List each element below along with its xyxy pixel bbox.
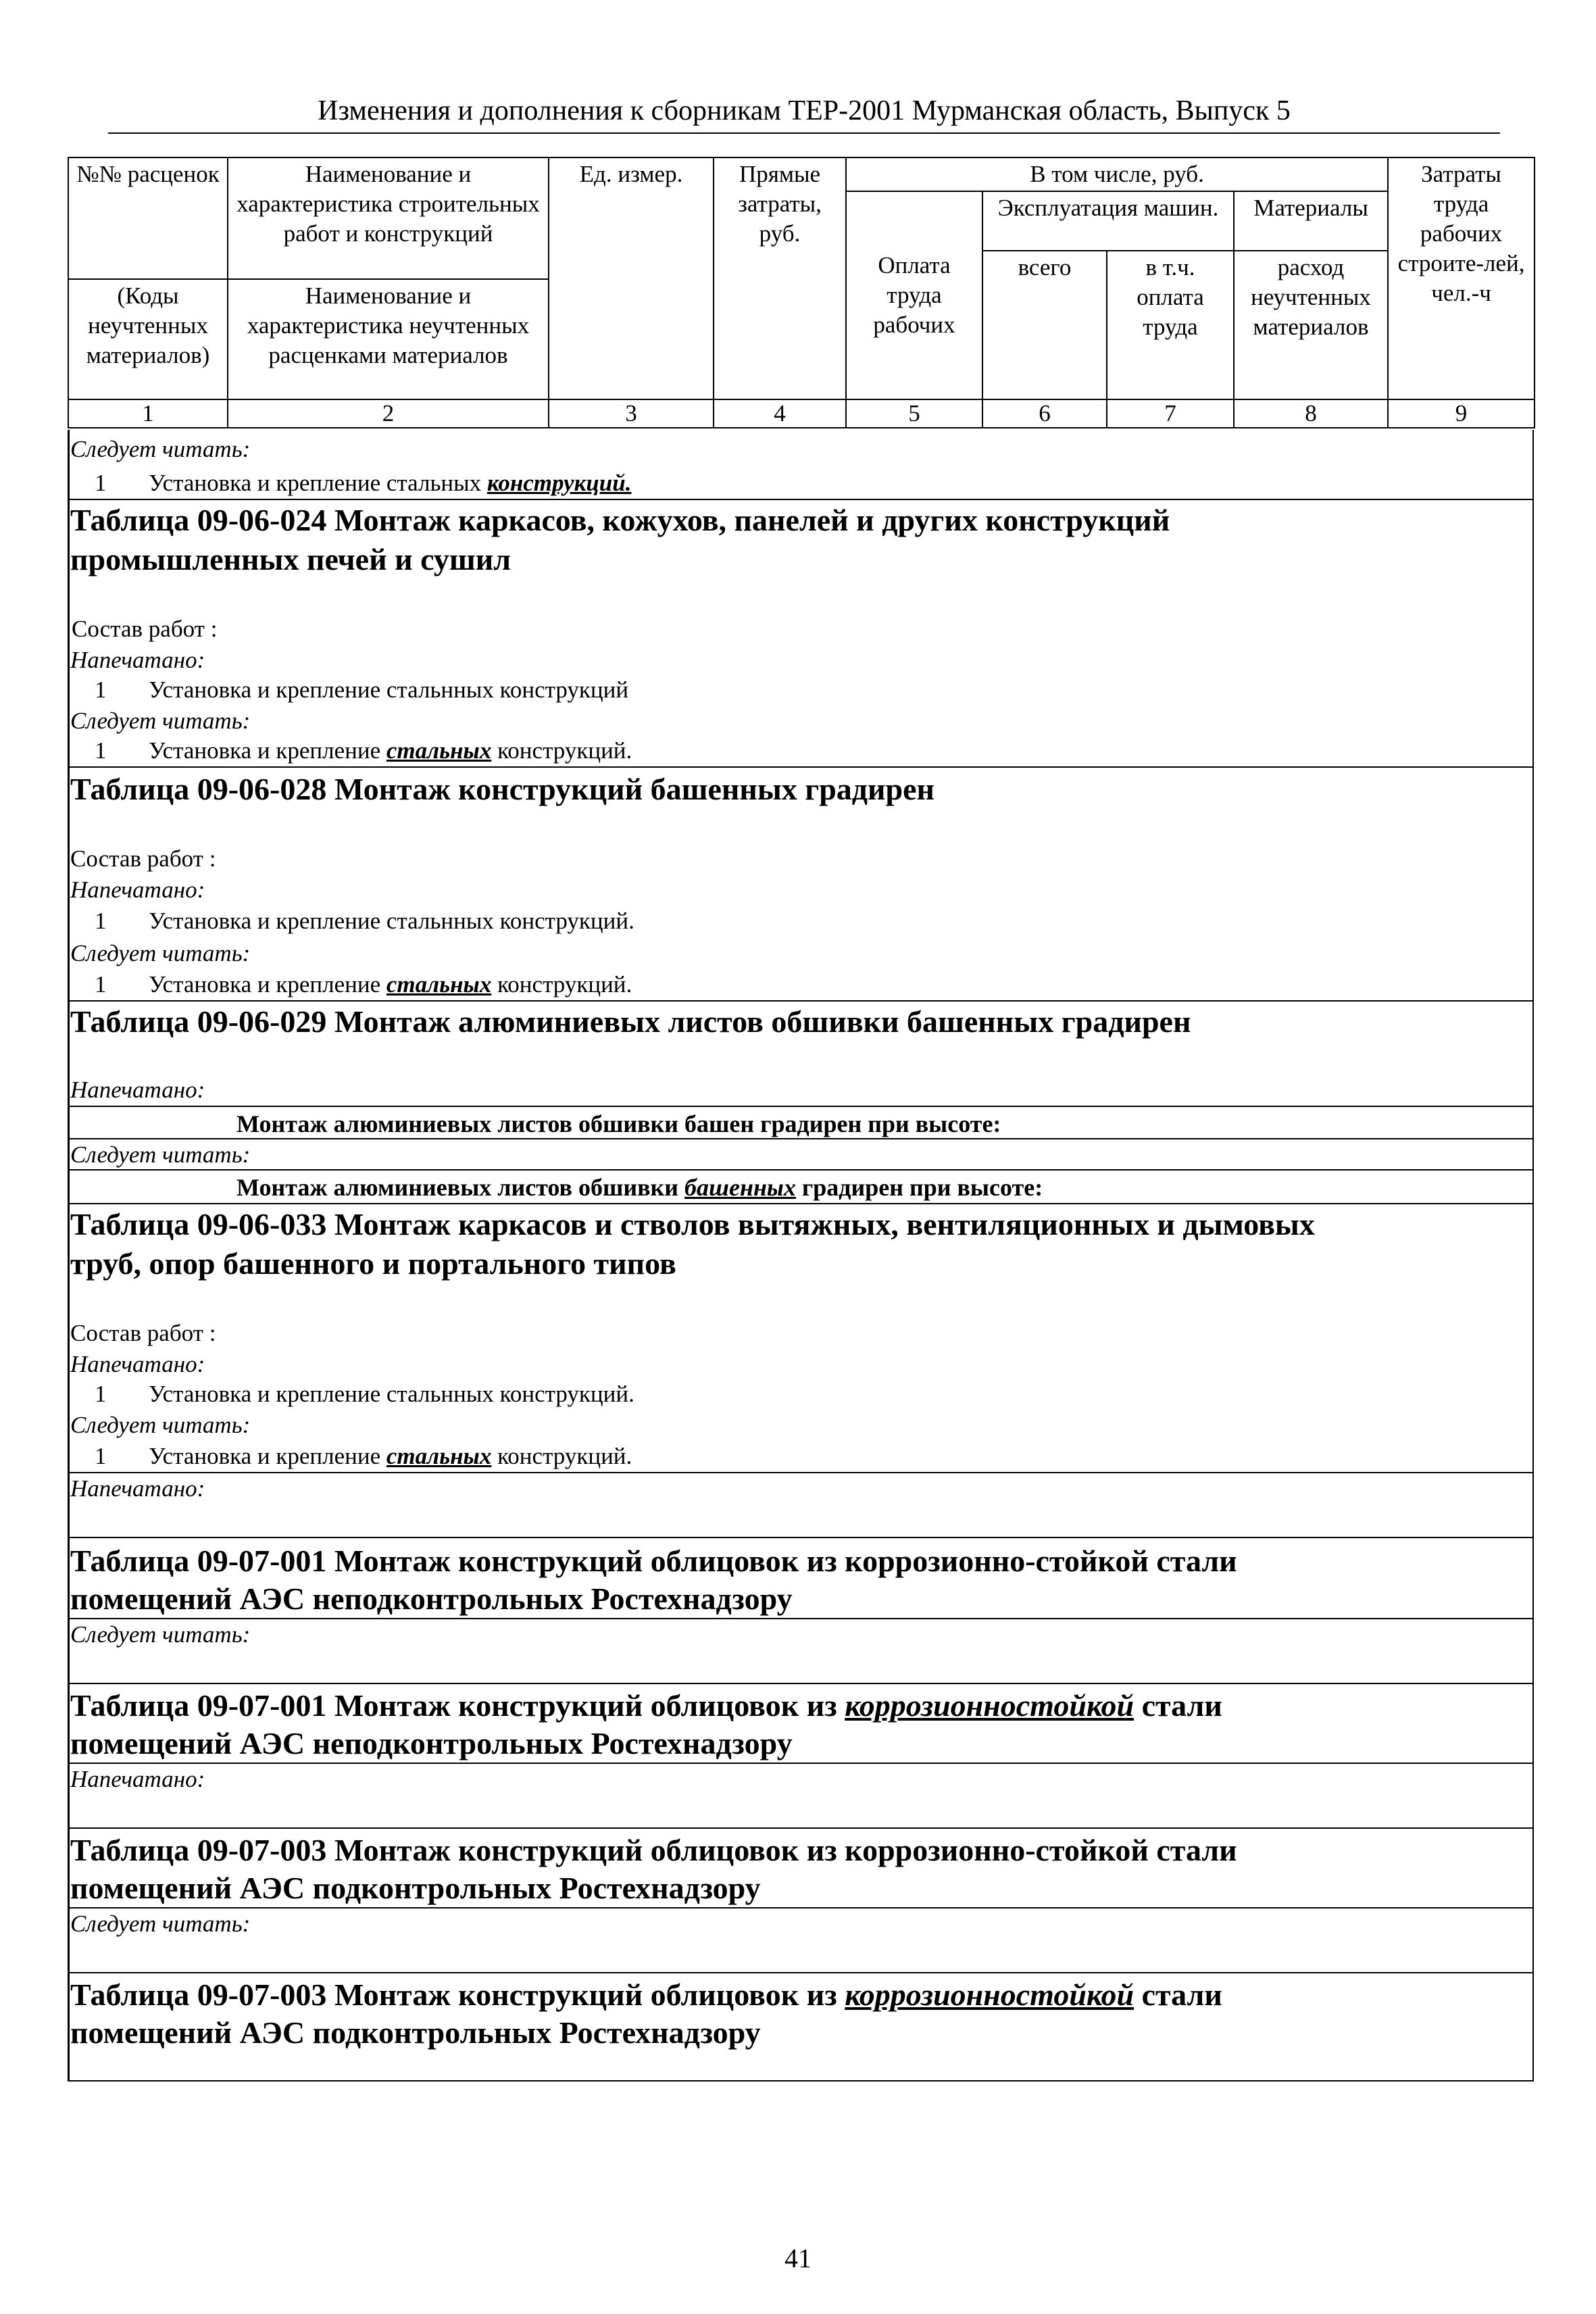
page-number: 41 [784, 2243, 812, 2273]
label-sleduet: Следует читать: [70, 708, 251, 734]
col-number: 4 [714, 399, 846, 428]
item-number: 1 [95, 1381, 107, 1407]
col-number: 6 [982, 399, 1107, 428]
table-title-09-06-029: Таблица 09-06-029 Монтаж алюминиевых листов обшивки башенных градирен [70, 1004, 1191, 1039]
row-separator [68, 499, 1534, 500]
corrected-line: Установка и крепление стальных конструкций. [149, 971, 632, 998]
item-number: 1 [95, 676, 107, 703]
label-napechatano: Напечатано: [70, 1766, 205, 1792]
col-number: 2 [228, 399, 549, 428]
table-title-09-06-024-cont: промышленных печей и сушил [70, 542, 512, 576]
corrected-line: Установка и крепление стальных конструкций. [149, 470, 632, 496]
col1-sub-header: (Коды неучтенных материалов) [68, 279, 228, 399]
label-napechatano: Напечатано: [70, 1351, 205, 1377]
col2-header: Наименование и характеристика строительных работ и конструкций [228, 157, 549, 279]
table-title-09-07-001-cont: помещений АЭС неподконтрольных Ростехнадзору [70, 1581, 793, 1616]
row-separator [68, 1618, 1534, 1619]
col-number: 3 [549, 399, 714, 428]
item-number: 1 [95, 470, 107, 496]
col8-header: Материалы [1234, 191, 1388, 251]
row-separator [68, 1972, 1534, 1973]
item-number: 1 [95, 971, 107, 998]
row-separator [68, 1203, 1534, 1204]
table-title-09-07-003: Таблица 09-07-003 Монтаж конструкций облицовок из коррозионно-стойкой стали [70, 1833, 1237, 1867]
label-sleduet: Следует читать: [70, 1412, 251, 1438]
printed-line: Установка и крепление стальнных конструкций [149, 676, 629, 703]
row-separator [68, 1106, 1534, 1107]
table-title-09-06-028: Таблица 09-06-028 Монтаж конструкций башенных градирен [70, 772, 935, 806]
row-separator [68, 1472, 1534, 1473]
table-title-09-07-001-corrected: Таблица 09-07-001 Монтаж конструкций облицовок из коррозионностойкой стали [70, 1688, 1222, 1723]
table-title-09-07-003-corrected: Таблица 09-07-003 Монтаж конструкций облицовок из коррозионностойкой стали [70, 1977, 1222, 2012]
label-napechatano: Напечатано: [70, 647, 205, 673]
col6-header: всего [982, 251, 1107, 399]
col4-header: Прямые затраты, руб. [714, 157, 846, 399]
corrected-line: Установка и крепление стальных конструкций. [149, 1443, 632, 1469]
row-separator [68, 1537, 1534, 1538]
including-group-header: В том числе, руб. [846, 157, 1388, 191]
table-title-09-06-033-cont: труб, опор башенного и портального типов [70, 1246, 676, 1281]
label-napechatano: Напечатано: [70, 1475, 205, 1502]
corrected-subheading: Монтаж алюминиевых листов обшивки башенных градирен при высоте: [236, 1174, 1043, 1201]
table-title-09-07-001: Таблица 09-07-001 Монтаж конструкций облицовок из коррозионно-стойкой стали [70, 1544, 1237, 1578]
page-header-title: Изменения и дополнения к сборникам ТЕР-2001 Мурманская область, Выпуск 5 [318, 95, 1291, 126]
row-separator [68, 1763, 1534, 1764]
row-separator [68, 1138, 1534, 1139]
label-sleduet: Следует читать: [70, 940, 251, 966]
col2-sub-header: Наименование и характеристика неучтенных расценками материалов [228, 279, 549, 399]
label-sleduet: Следует читать: [70, 436, 251, 462]
column-header-table [68, 157, 1535, 428]
label-sostav: Состав работ : [70, 1320, 216, 1346]
table-title-09-06-033: Таблица 09-06-033 Монтаж каркасов и стволов вытяжных, вентиляционных и дымовых [70, 1207, 1315, 1241]
table-title-09-07-003-corrected-cont: помещений АЭС подконтрольных Ростехнадзору [70, 2015, 761, 2050]
col-number: 5 [846, 399, 982, 428]
corrected-line: Установка и крепление стальных конструкций. [149, 737, 632, 764]
row-separator [68, 1683, 1534, 1684]
col5-header: Оплата труда рабочих [846, 191, 982, 399]
label-sostav: Состав работ : [72, 616, 218, 642]
col-number: 1 [68, 399, 228, 428]
row-separator [68, 766, 1534, 768]
header-rule [108, 132, 1500, 134]
row-separator [68, 1000, 1534, 1002]
row-separator [68, 1907, 1534, 1909]
table-title-09-07-001-corrected-cont: помещений АЭС неподконтрольных Ростехнадзору [70, 1726, 793, 1761]
col7-header: в т.ч. оплата труда [1107, 251, 1234, 399]
col3-header: Ед. измер. [549, 157, 714, 399]
table-title-09-07-003-cont: помещений АЭС подконтрольных Ростехнадзору [70, 1871, 761, 1905]
printed-line: Установка и крепление стальнных конструкций. [149, 1381, 634, 1407]
item-number: 1 [95, 1443, 107, 1469]
label-sleduet: Следует читать: [70, 1911, 251, 1937]
col-number: 8 [1234, 399, 1388, 428]
table-title-09-06-024: Таблица 09-06-024 Монтаж каркасов, кожухов, панелей и других конструкций [70, 503, 1170, 537]
col1-header: №№ расценок [68, 157, 228, 279]
item-number: 1 [95, 908, 107, 934]
row-separator [68, 1827, 1534, 1829]
col9-header: Затраты труда рабочих строите-лей, чел.-ч [1388, 157, 1535, 399]
printed-line: Установка и крепление стальнных конструкций. [149, 908, 634, 934]
label-sleduet: Следует читать: [70, 1621, 251, 1648]
col8-sub-header: расход неучтенных материалов [1234, 251, 1388, 399]
printed-subheading: Монтаж алюминиевых листов обшивки башен градирен при высоте: [236, 1110, 1001, 1137]
col-number: 7 [1107, 399, 1234, 428]
label-napechatano: Напечатано: [70, 1077, 205, 1103]
machines-header: Эксплуатация машин. [982, 191, 1234, 251]
label-sleduet: Следует читать: [70, 1141, 251, 1168]
item-number: 1 [95, 737, 107, 764]
row-separator [68, 1169, 1534, 1171]
label-sostav: Состав работ : [70, 845, 216, 872]
col-number: 9 [1388, 399, 1535, 428]
label-napechatano: Напечатано: [70, 877, 205, 903]
